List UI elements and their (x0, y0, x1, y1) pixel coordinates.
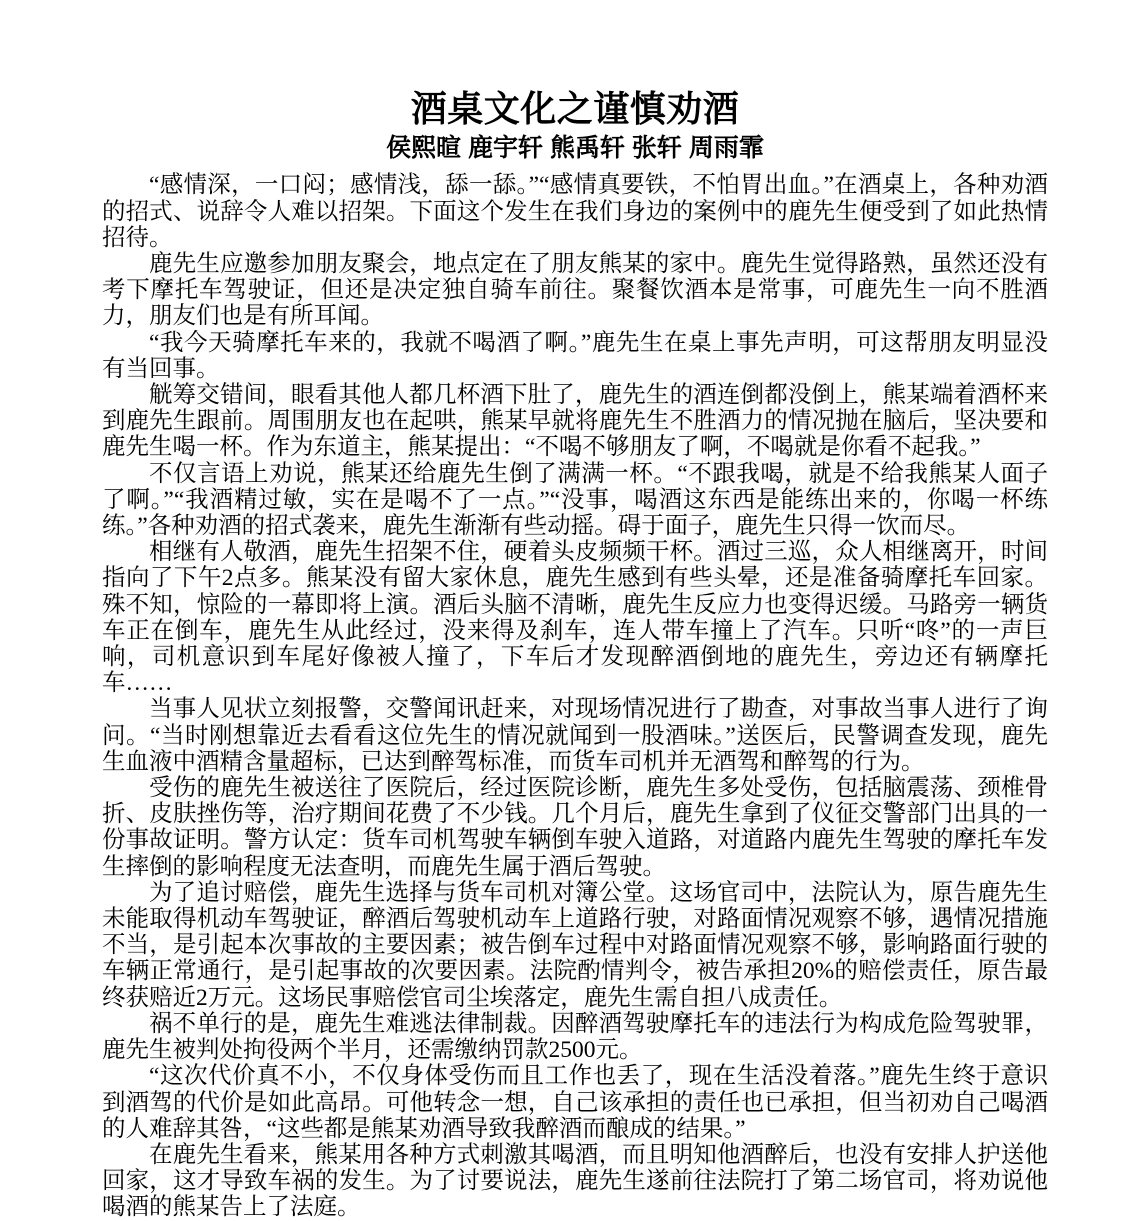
body-paragraph: 相继有人敬酒，鹿先生招架不住，硬着头皮频频干杯。酒过三巡，众人相继离开，时间指向了下午2点多。熊某没有留大家休息，鹿先生感到有些头晕，还是准备骑摩托车回家。殊不知，惊险的一幕即将上演。酒后头脑不清晰，鹿先生反应力也变得迟缓。马路旁一辆货车正在倒车，鹿先生从此经过，没来得及刹车，连人带车撞上了汽车。只听“咚”的一声巨响，司机意识到车尾好像被人撞了，下车后才发现醉酒倒地的鹿先生，旁边还有辆摩托车…… (102, 539, 1048, 697)
body-paragraph: 不仅言语上劝说，熊某还给鹿先生倒了满满一杯。“不跟我喝，就是不给我熊某人面子了啊。”“我酒精过敏，实在是喝不了一点。”“没事，喝酒这东西是能练出来的，你喝一杯练练。”各种劝酒的招式袭来，鹿先生渐渐有些动摇。碍于面子，鹿先生只得一饮而尽。 (102, 460, 1048, 540)
author-line: 侯熙暄 鹿宇轩 熊禹轩 张轩 周雨霏 (386, 134, 764, 163)
body-paragraph: 鹿先生应邀参加朋友聚会，地点定在了朋友熊某的家中。鹿先生觉得路熟，虽然还没有考下摩托车驾驶证，但还是决定独自骑车前往。聚餐饮酒本是常事，可鹿先生一向不胜酒力，朋友们也是有所耳闻。 (102, 251, 1048, 330)
document-body (102, 172, 1048, 1220)
document-title: 酒桌文化之谨慎劝酒 (410, 88, 740, 129)
body-paragraph: 祸不单行的是，鹿先生难逃法律制裁。因醉酒驾驶摩托车的违法行为构成危险驾驶罪，鹿先生被判处拘役两个半月，还需缴纳罚款2500元。 (102, 1010, 1048, 1064)
body-paragraph: 受伤的鹿先生被送往了医院后，经过医院诊断，鹿先生多处受伤，包括脑震荡、颈椎骨折、皮肤挫伤等，治疗期间花费了不少钱。几个月后，鹿先生拿到了仪征交警部门出具的一份事故证明。警方认定：货车司机驾驶车辆倒车驶入道路，对道路内鹿先生驾驶的摩托车发生摔倒的影响程度无法查明，而鹿先生属于酒后驾驶。 (102, 775, 1048, 880)
body-paragraph: “感情深，一口闷；感情浅，舔一舔。”“感情真要铁，不怕胃出血。”在酒桌上，各种劝酒的招式、说辞令人难以招架。下面这个发生在我们身边的案例中的鹿先生便受到了如此热情招待。 (102, 172, 1048, 251)
body-paragraph: 觥筹交错间，眼看其他人都几杯酒下肚了，鹿先生的酒连倒都没倒上，熊某端着酒杯来到鹿先生跟前。周围朋友也在起哄，熊某早就将鹿先生不胜酒力的情况抛在脑后，坚决要和鹿先生喝一杯。作为东道主，熊某提出：“不喝不够朋友了啊，不喝就是你看不起我。” (102, 382, 1048, 461)
body-paragraph: 当事人见状立刻报警，交警闻讯赶来，对现场情况进行了勘查，对事故当事人进行了询问。“当时刚想靠近去看看这位先生的情况就闻到一股酒味。”送医后，民警调查发现，鹿先生血液中酒精含量超标，已达到醉驾标准，而货车司机并无酒驾和醉驾的行为。 (102, 696, 1048, 775)
body-paragraph: 在鹿先生看来，熊某用各种方式刺激其喝酒，而且明知他酒醉后，也没有安排人护送他回家，这才导致车祸的发生。为了讨要说法，鹿先生遂前往法院打了第二场官司，将劝说他喝酒的熊某告上了法庭。 (102, 1141, 1048, 1221)
body-paragraph: “这次代价真不小，不仅身体受伤而且工作也丢了，现在生活没着落。”鹿先生终于意识到酒驾的代价是如此高昂。可他转念一想，自己该承担的责任也已承担，但当初劝自己喝酒的人难辞其咎，“这些都是熊某劝酒导致我醉酒而酿成的结果。” (102, 1063, 1048, 1142)
body-paragraph: 为了追讨赔偿，鹿先生选择与货车司机对簿公堂。这场官司中，法院认为，原告鹿先生未能取得机动车驾驶证，醉酒后驾驶机动车上道路行驶，对路面情况观察不够，遇情况措施不当，是引起本次事故的主要因素；被告倒车过程中对路面情况观察不够，影响路面行驶的车辆正常通行，是引起事故的次要因素。法院酌情判令，被告承担20%的赔偿责任，原告最终获赔近2万元。这场民事赔偿官司尘埃落定，鹿先生需自担八成责任。 (102, 879, 1048, 1011)
body-paragraph: “我今天骑摩托车来的，我就不喝酒了啊。”鹿先生在桌上事先声明，可这帮朋友明显没有当回事。 (102, 329, 1048, 382)
